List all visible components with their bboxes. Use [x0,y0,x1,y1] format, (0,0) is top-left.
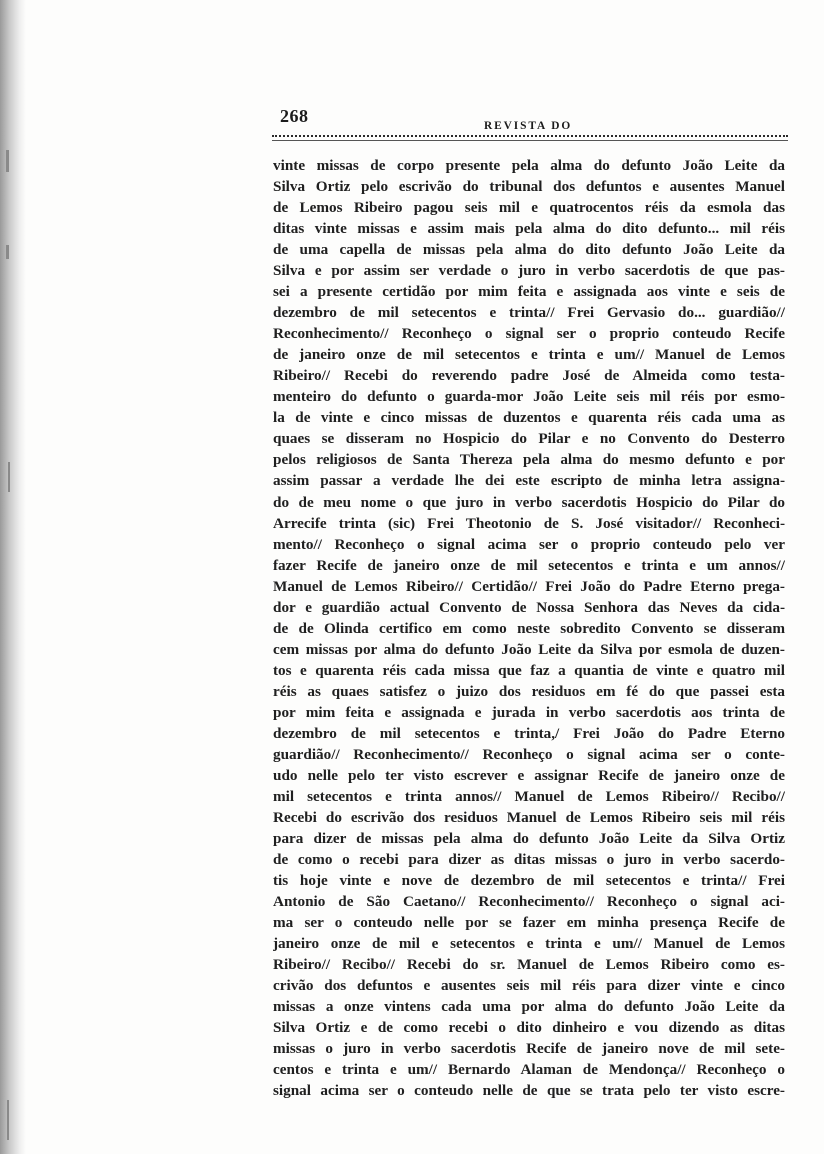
text-line: ma ser o conteudo nelle por se fazer em minha presença Recife de [273,914,785,932]
text-line: de uma capella de missas pela alma do dito defunto João Leite da [273,241,785,259]
text-line: udo nelle pelo ter visto escrever e assignar Recife de janeiro onze de [273,766,785,784]
text-line: Recebi do escrivão dos residuos Manuel de Lemos Ribeiro seis mil réis [273,808,785,826]
text-line: sei a presente certidão por mim feita e assignada aos vinte e seis de [273,283,785,301]
text-line: centos e trinta e um// Bernardo Alaman de Mendonça// Reconheço o [273,1061,785,1079]
text-line: de Lemos Ribeiro pagou seis mil e quatrocentos réis da esmola das [273,199,785,217]
binding-shadow [0,0,26,1154]
text-line: dezembro de mil setecentos e trinta,/ Frei João do Padre Eterno [273,724,785,742]
text-line: cem missas por alma do defunto João Leite da Silva por esmola de duzen- [273,640,785,658]
text-line: quaes se disseram no Hospicio do Pilar e no Convento do Desterro [273,430,785,448]
text-line: Antonio de São Caetano// Reconhecimento// Reconheço o signal aci- [273,893,785,911]
text-line: missas o juro in verbo sacerdotis Recife de janeiro nove de mil sete- [273,1040,785,1058]
binding-mark [6,245,9,259]
text-line: Ribeiro// Recibo// Recebi do sr. Manuel de Lemos Ribeiro como es- [273,956,785,974]
page-number: 268 [280,106,309,126]
binding-mark [8,462,10,492]
text-line: menteiro do defunto o guarda-mor João Leite seis mil réis por esmo- [273,388,785,406]
text-line: la de vinte e cinco missas de duzentos e quarenta réis cada uma as [273,409,785,427]
text-line: de como o recebi para dizer as ditas missas o juro in verbo sacerdo- [273,851,785,869]
text-line: Silva Ortiz e de como recebi o dito dinheiro e vou dizendo as ditas [273,1019,785,1037]
text-line: dor e guardião actual Convento de Nossa Senhora das Neves da cida- [273,598,785,616]
text-line: Reconhecimento// Reconheço o signal ser o proprio conteudo Recife [273,325,785,343]
text-line: Silva Ortiz pelo escrivão do tribunal dos defuntos e ausentes Manuel [273,178,785,196]
text-line: Silva e por assim ser verdade o juro in verbo sacerdotis de que pas- [273,262,785,280]
text-line: réis as quaes satisfez o juizo dos residuos em fé do que passei esta [273,682,785,700]
text-line: signal acima ser o conteudo nelle de que se trata pelo ter visto escre- [273,1082,785,1100]
text-line: guardião// Reconhecimento// Reconheço o signal acima ser o conte- [273,745,785,763]
text-line: mento// Reconheço o signal acima ser o proprio conteudo pelo ver [273,535,785,553]
text-line: dezembro de mil setecentos e trinta// Frei Gervasio do... guardião// [273,304,785,322]
text-line: ditas vinte missas e assim mais pela alma do dito defunto... mil réis [273,220,785,238]
text-line: Manuel de Lemos Ribeiro// Certidão// Frei João do Padre Eterno prega- [273,577,785,595]
binding-mark [6,150,9,172]
text-line: vinte missas de corpo presente pela alma do defunto João Leite da [273,157,785,174]
text-line: do de meu nome o que juro in verbo sacerdotis Hospicio do Pilar do [273,493,785,511]
text-line: por mim feita e assignada e jurada in verbo sacerdotis aos trinta de [273,703,785,721]
text-line: tis hoje vinte e nove de dezembro de mil setecentos e trinta// Frei [273,872,785,890]
text-line: assim passar a verdade lhe dei este escripto de minha letra assigna- [273,472,785,490]
text-line: missas a onze vintens cada uma por alma do defunto João Leite da [273,998,785,1016]
text-line: Ribeiro// Recebi do reverendo padre José de Almeida como testa- [273,367,785,385]
text-line: crivão dos defuntos e ausentes seis mil réis para dizer vinte e cinco [273,977,785,995]
text-line: para dizer de missas pela alma do defunto João Leite da Silva Ortiz [273,830,785,847]
header-rule [272,135,788,141]
binding-mark [7,1100,9,1140]
text-line: de janeiro onze de mil setecentos e trinta e um// Manuel de Lemos [273,346,785,364]
text-line: janeiro onze de mil e setecentos e trinta e um// Manuel de Lemos [273,935,785,953]
running-head: REVISTA DO [484,118,573,132]
page-header [272,104,792,134]
text-line: pelos religiosos de Santa Thereza pela alma do mesmo defunto e por [273,451,785,469]
text-line: mil setecentos e trinta annos// Manuel de Lemos Ribeiro// Recibo// [273,787,785,805]
text-line: Arrecife trinta (sic) Frei Theotonio de S. José visitador// Reconheci- [273,514,785,532]
body-text [273,155,785,1101]
text-line: tos e quarenta réis cada missa que faz a quantia de vinte e quatro mil [273,661,785,679]
text-line: de de Olinda certifico em como neste sobredito Convento se disseram [273,619,785,637]
text-line: fazer Recife de janeiro onze de mil setecentos e trinta e um annos// [273,556,785,574]
